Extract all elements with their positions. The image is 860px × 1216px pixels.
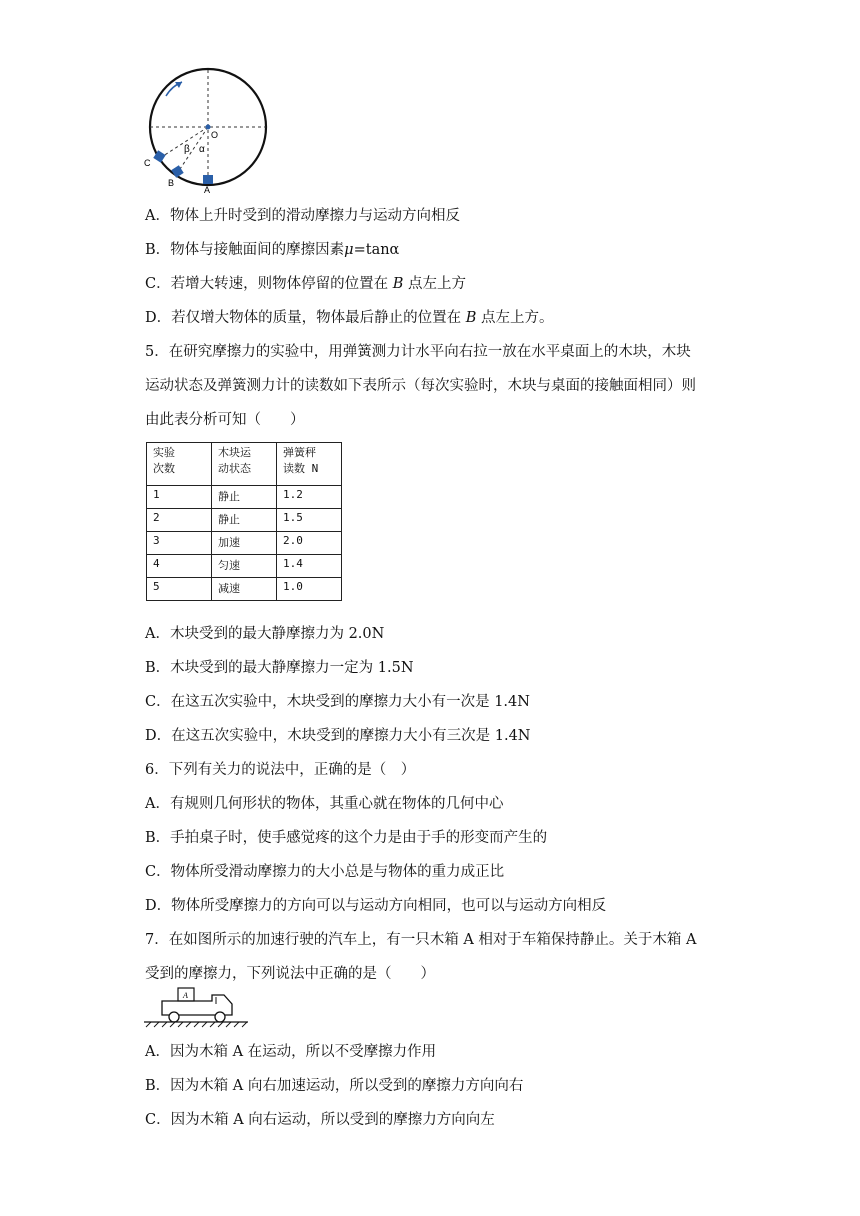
label-beta: β bbox=[184, 144, 190, 155]
front-wheel bbox=[215, 1012, 225, 1022]
cell-reading: 1.2 bbox=[277, 486, 342, 509]
q6-stem: 6．下列有关力的说法中，正确的是（ ） bbox=[145, 762, 416, 778]
table-row bbox=[147, 555, 342, 578]
label-alpha: α bbox=[199, 144, 205, 155]
q6-option-c: C．物体所受滑动摩擦力的大小总是与物体的重力成正比 bbox=[145, 864, 505, 880]
cell-trial: 5 bbox=[147, 578, 212, 601]
table-row bbox=[147, 486, 342, 509]
label-a: A bbox=[204, 185, 211, 194]
table-row bbox=[147, 532, 342, 555]
truck-figure bbox=[140, 984, 252, 1028]
option-text: 若增大转速，则物体停留的位置在 bbox=[170, 276, 389, 292]
q6-option-b: B．手拍桌子时，使手感觉疼的这个力是由于手的形变而产生的 bbox=[145, 830, 548, 846]
option-tail: =tanα bbox=[353, 242, 400, 258]
table-row bbox=[147, 509, 342, 532]
cell-trial: 2 bbox=[147, 509, 212, 532]
block-b bbox=[171, 165, 183, 177]
table-row bbox=[147, 578, 342, 601]
cell-reading: 2.0 bbox=[277, 532, 342, 555]
cell-state: 匀速 bbox=[212, 555, 277, 578]
option-label: B． bbox=[145, 242, 171, 258]
experiment-table bbox=[146, 442, 342, 601]
math-b: B bbox=[392, 276, 404, 292]
q4-option-b bbox=[145, 240, 399, 260]
cell-state: 静止 bbox=[212, 486, 277, 509]
math-b: B bbox=[465, 310, 477, 326]
option-text: 若仅增大物体的质量，物体最后静止的位置在 bbox=[171, 310, 462, 326]
cell-state: 静止 bbox=[212, 509, 277, 532]
q5-stem-line1: 5．在研究摩擦力的实验中，用弹簧测力计水平向右拉一放在水平桌面上的木块，木块 bbox=[145, 344, 691, 360]
option-label: C． bbox=[145, 276, 171, 292]
q5-stem-line2: 运动状态及弹簧测力计的读数如下表所示（每次实验时，木块与桌面的接触面相同）则 bbox=[145, 378, 696, 394]
q7-stem-line1: 7．在如图所示的加速行驶的汽车上，有一只木箱 A 相对于车箱保持静止。关于木箱 A bbox=[145, 932, 697, 948]
cell-reading: 1.0 bbox=[277, 578, 342, 601]
block-a bbox=[203, 175, 213, 184]
math-mu: μ bbox=[344, 242, 354, 258]
crate-label: A bbox=[183, 991, 188, 1000]
rotating-drum-figure bbox=[140, 62, 280, 194]
table-header-row bbox=[147, 443, 342, 486]
label-b: B bbox=[168, 178, 175, 188]
cell-trial: 4 bbox=[147, 555, 212, 578]
q6-option-a: A．有规则几何形状的物体，其重心就在物体的几何中心 bbox=[145, 796, 504, 812]
header-reading: 弹簧秤 读数 N bbox=[277, 443, 342, 486]
q7-option-b: B．因为木箱 A 向右加速运动，所以受到的摩擦力方向向右 bbox=[145, 1078, 524, 1094]
header-trial: 实验 次数 bbox=[147, 443, 212, 486]
cell-reading: 1.4 bbox=[277, 555, 342, 578]
cell-state: 加速 bbox=[212, 532, 277, 555]
option-text: 物体上升时受到的滑动摩擦力与运动方向相反 bbox=[169, 208, 460, 224]
cell-trial: 1 bbox=[147, 486, 212, 509]
q5-stem-line3: 由此表分析可知（ ） bbox=[145, 412, 305, 428]
q7-stem-line2: 受到的摩擦力，下列说法中正确的是（ ） bbox=[145, 966, 435, 982]
option-label: A． bbox=[145, 208, 170, 224]
rear-wheel bbox=[169, 1012, 179, 1022]
q5-option-b: B．木块受到的最大静摩擦力一定为 1.5N bbox=[145, 660, 414, 676]
q6-option-d: D．物体所受摩擦力的方向可以与运动方向相同，也可以与运动方向相反 bbox=[145, 898, 607, 914]
q4-option-d bbox=[145, 308, 554, 328]
cell-trial: 3 bbox=[147, 532, 212, 555]
q4-option-a bbox=[145, 206, 460, 226]
label-o: O bbox=[211, 130, 219, 140]
option-tail: 点左上方。 bbox=[481, 310, 554, 326]
cell-reading: 1.5 bbox=[277, 509, 342, 532]
header-state: 木块运 动状态 bbox=[212, 443, 277, 486]
label-c: C bbox=[144, 158, 151, 168]
q5-option-a: A．木块受到的最大静摩擦力为 2.0N bbox=[145, 626, 385, 642]
center-point bbox=[206, 125, 211, 130]
q5-option-d: D．在这五次实验中，木块受到的摩擦力大小有三次是 1.4N bbox=[145, 728, 531, 744]
q7-option-a: A．因为木箱 A 在运动，所以不受摩擦力作用 bbox=[145, 1044, 437, 1060]
q4-option-c bbox=[145, 274, 466, 294]
option-text: 物体与接触面间的摩擦因素 bbox=[170, 242, 345, 258]
ground-hatching bbox=[146, 1022, 247, 1027]
cell-state: 减速 bbox=[212, 578, 277, 601]
q7-option-c: C．因为木箱 A 向右运动，所以受到的摩擦力方向向左 bbox=[145, 1112, 495, 1128]
q5-option-c: C．在这五次实验中，木块受到的摩擦力大小有一次是 1.4N bbox=[145, 694, 530, 710]
option-tail: 点左上方 bbox=[407, 276, 466, 292]
option-label: D． bbox=[145, 310, 172, 326]
